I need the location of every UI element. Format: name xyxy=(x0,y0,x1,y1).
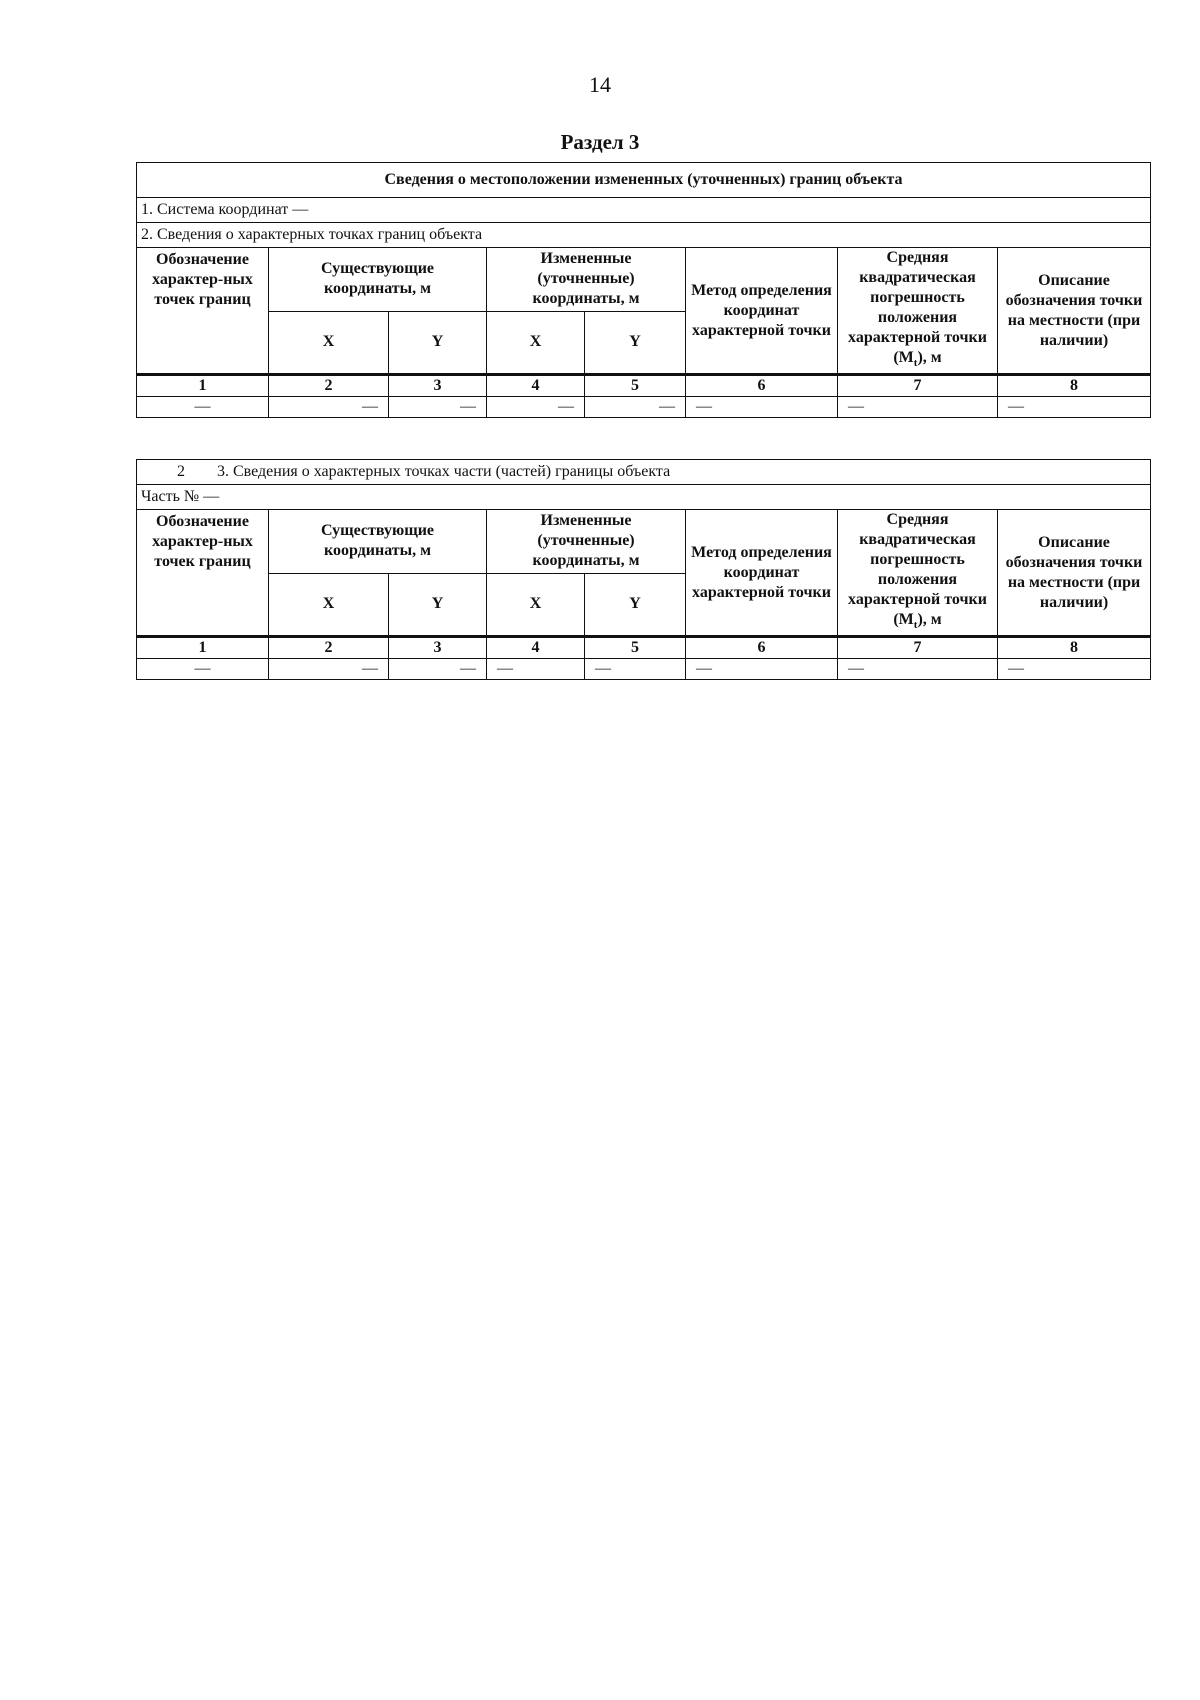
col-number: 1 xyxy=(137,375,269,397)
col-error-suffix: ), м xyxy=(917,611,942,628)
col-existing-y: Y xyxy=(389,573,487,637)
table-cell: — xyxy=(137,397,269,418)
table-cell: — xyxy=(389,659,487,680)
col-changed-coords: Измененные (уточненные) координаты, м xyxy=(487,248,686,312)
col-number: 5 xyxy=(585,375,686,397)
table-cell: — xyxy=(686,397,838,418)
table-cell: — xyxy=(137,659,269,680)
col-number: 7 xyxy=(838,637,998,659)
part-points-heading xyxy=(137,460,1151,485)
points-heading: 2. Сведения о характерных точках границ объекта xyxy=(137,223,1151,248)
col-number: 3 xyxy=(389,637,487,659)
table-cell: — xyxy=(487,397,585,418)
table-cell: — xyxy=(838,397,998,418)
col-error-sub: t xyxy=(913,357,918,370)
col-changed-coords: Измененные (уточненные) координаты, м xyxy=(487,510,686,574)
col-error-suffix: ), м xyxy=(917,349,942,366)
col-error xyxy=(838,248,998,375)
column-numbers-row xyxy=(137,375,1151,397)
col-method: Метод определения координат характерной точки xyxy=(686,248,838,375)
col-error-text: Средняя квадратическая погрешность положения характерной точки (M xyxy=(848,511,987,628)
page-number: 14 xyxy=(589,72,611,97)
col-changed-y: Y xyxy=(585,311,686,375)
col-changed-x: X xyxy=(487,311,585,375)
table-row xyxy=(137,397,1151,418)
col-existing-coords: Существующие координаты, м xyxy=(269,510,487,574)
lead-number: 2 xyxy=(177,463,185,480)
col-number: 2 xyxy=(269,375,389,397)
col-number: 1 xyxy=(137,637,269,659)
col-number: 2 xyxy=(269,637,389,659)
col-number: 7 xyxy=(838,375,998,397)
table-cell: — xyxy=(838,659,998,680)
table-cell: — xyxy=(487,659,585,680)
col-method: Метод определения координат характерной точки xyxy=(686,510,838,637)
table-cell: — xyxy=(269,397,389,418)
col-description: Описание обозначения точки на местности (при наличии) xyxy=(998,510,1151,637)
col-error-sub: t xyxy=(913,619,918,632)
col-number: 4 xyxy=(487,637,585,659)
coord-system: 1. Система координат — xyxy=(137,198,1151,223)
col-existing-coords: Существующие координаты, м xyxy=(269,248,487,312)
col-point-designation: Обозначение характер-ных точек границ xyxy=(137,510,269,637)
table-title: Сведения о местоположении измененных (уточненных) границ объекта xyxy=(137,163,1151,198)
col-number: 4 xyxy=(487,375,585,397)
col-point-designation: Обозначение характер-ных точек границ xyxy=(137,248,269,375)
table-cell: — xyxy=(998,659,1151,680)
part-boundary-table xyxy=(136,459,1151,680)
column-numbers-row xyxy=(137,637,1151,659)
col-error xyxy=(838,510,998,637)
section-title-text: Раздел 3 xyxy=(560,130,640,154)
part-points-heading-text: 3. Сведения о характерных точках части (частей) границы объекта xyxy=(217,463,671,480)
table-row xyxy=(137,659,1151,680)
col-number: 8 xyxy=(998,637,1151,659)
table-cell: — xyxy=(686,659,838,680)
col-number: 8 xyxy=(998,375,1151,397)
table-cell: — xyxy=(389,397,487,418)
table-cell: — xyxy=(585,397,686,418)
col-description: Описание обозначения точки на местности (при наличии) xyxy=(998,248,1151,375)
table-cell: — xyxy=(998,397,1151,418)
table-cell: — xyxy=(269,659,389,680)
col-number: 6 xyxy=(686,375,838,397)
table-cell: — xyxy=(585,659,686,680)
col-existing-x: X xyxy=(269,311,389,375)
col-error-text: Средняя квадратическая погрешность положения характерной точки (M xyxy=(848,249,987,366)
part-number: Часть № — xyxy=(137,485,1151,510)
col-changed-x: X xyxy=(487,573,585,637)
col-existing-x: X xyxy=(269,573,389,637)
boundary-table xyxy=(136,162,1151,418)
col-number: 5 xyxy=(585,637,686,659)
col-existing-y: Y xyxy=(389,311,487,375)
col-number: 3 xyxy=(389,375,487,397)
col-changed-y: Y xyxy=(585,573,686,637)
col-number: 6 xyxy=(686,637,838,659)
